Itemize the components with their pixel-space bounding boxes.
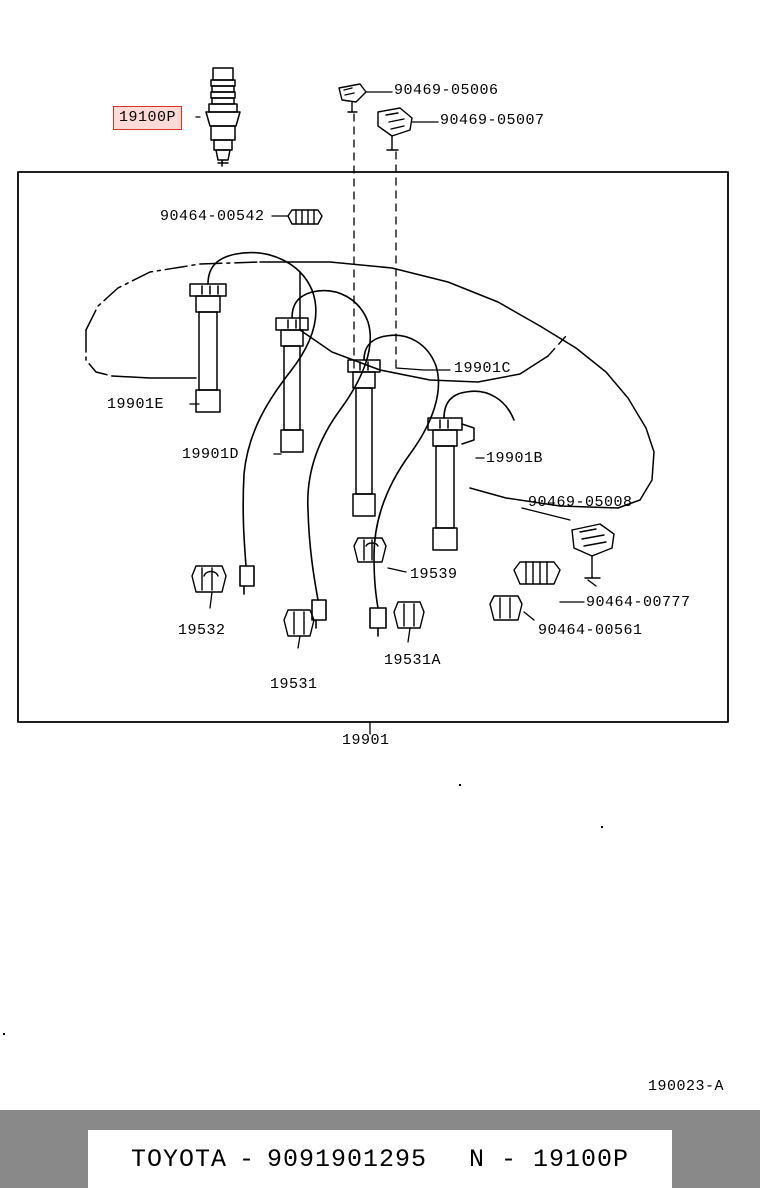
callout-19531: 19531 xyxy=(270,676,318,693)
brand-label: TOYOTA xyxy=(130,1144,227,1174)
clip-19539-icon xyxy=(354,538,386,562)
callout-90469-05006: 90469-05006 xyxy=(394,82,499,99)
registration-dot xyxy=(459,784,461,786)
clip-19531-icon xyxy=(284,610,314,636)
spark-plug-icon xyxy=(206,68,240,166)
clamp-90464-00542-icon xyxy=(288,210,322,224)
callout-90469-05007: 90469-05007 xyxy=(440,112,545,129)
callout-19532: 19532 xyxy=(178,622,226,639)
diagram-frame xyxy=(18,172,728,722)
footer-bar xyxy=(0,1110,760,1188)
clip-90469-05006-icon xyxy=(339,84,366,112)
callout-19901C: 19901C xyxy=(454,360,512,377)
callout-90469-05008: 90469-05008 xyxy=(528,494,633,511)
boot-19901E-icon xyxy=(190,284,226,412)
registration-dot xyxy=(3,1033,5,1035)
callout-19901: 19901 xyxy=(342,732,390,749)
highlighted-part-label[interactable]: 19100P xyxy=(113,106,182,130)
callout-19531A: 19531A xyxy=(384,652,442,669)
clip-90469-05008-icon xyxy=(572,524,614,586)
drawing-number: 190023-A xyxy=(647,1078,724,1095)
registration-dot xyxy=(601,826,603,828)
callout-90464-00542: 90464-00542 xyxy=(160,208,265,225)
clip-19532-icon xyxy=(192,566,226,592)
clip-90469-05007-icon xyxy=(378,108,412,150)
reference-label: N - 19100P xyxy=(469,1144,630,1174)
callout-19901E: 19901E xyxy=(107,396,165,413)
boot-19901B-icon xyxy=(428,418,474,550)
footer-caption xyxy=(88,1130,672,1188)
clamp-90464-00561-icon xyxy=(490,596,522,620)
part-number-label: 9091901295 xyxy=(266,1144,428,1174)
callout-19539: 19539 xyxy=(410,566,458,583)
boot-19901C-icon xyxy=(348,360,380,516)
callout-90464-00561: 90464-00561 xyxy=(538,622,643,639)
separator-label: - xyxy=(238,1144,255,1174)
callout-19901B: 19901B xyxy=(486,450,544,467)
clip-19531A-icon xyxy=(394,602,424,628)
callout-19901D: 19901D xyxy=(182,446,240,463)
callout-90464-00777: 90464-00777 xyxy=(586,594,691,611)
clamp-90464-00777-icon xyxy=(514,562,560,584)
